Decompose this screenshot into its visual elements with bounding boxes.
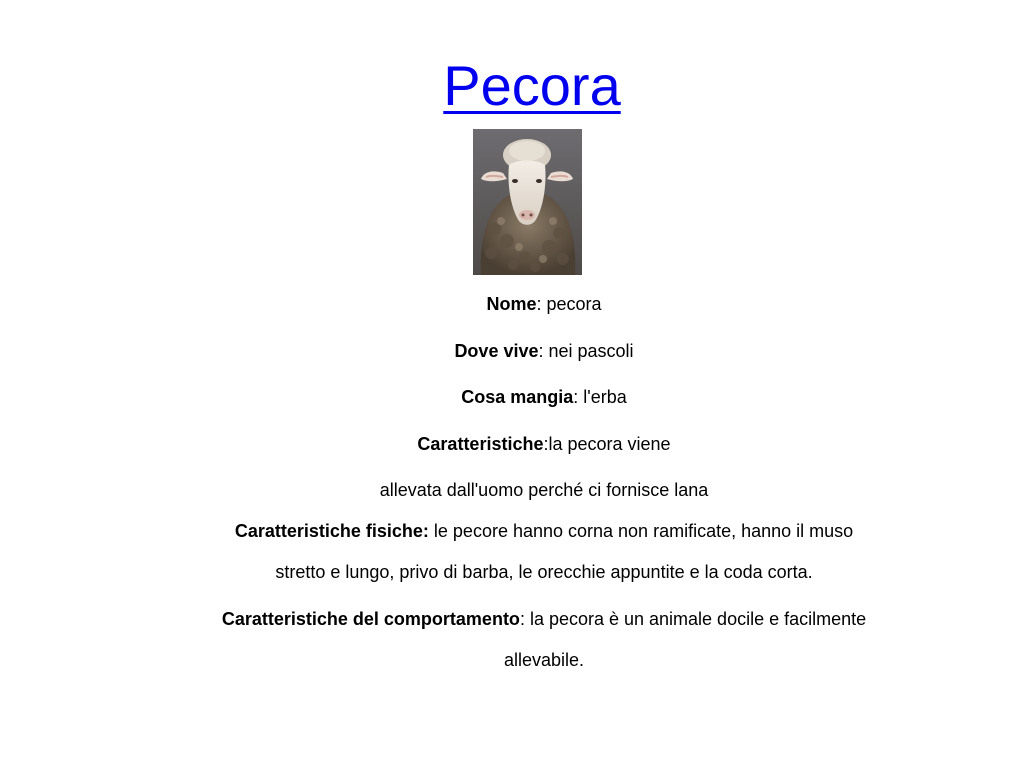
fact-nome	[160, 292, 928, 316]
fact-caratteristiche-label: Caratteristiche	[417, 433, 544, 454]
fact-comportamento	[160, 607, 928, 631]
fact-nome-label: Nome	[486, 294, 537, 314]
fact-fisiche-value-2: stretto e lungo, privo di barba, le orecchie appuntite e la coda corta.	[275, 562, 813, 582]
slide-title-link[interactable]: Pecora	[443, 54, 621, 117]
fact-cosa-mangia-label: Cosa mangia	[461, 387, 574, 407]
fact-comportamento-label: Caratteristiche del comportamento	[221, 608, 520, 629]
fact-dove-vive-label: Dove vive	[454, 340, 539, 361]
fact-fisiche-value: le pecore hanno corna non ramificate, hanno il muso	[428, 521, 854, 541]
fact-cosa-mangia	[160, 385, 928, 409]
fact-dove-vive-value: : nei pascoli	[538, 340, 634, 361]
fact-caratteristiche-value-2: allevata dall'uomo perché ci fornisce lana	[379, 480, 709, 500]
fact-fisiche-label: Caratteristiche fisiche:	[234, 521, 429, 541]
fact-nome-value: : pecora	[536, 294, 602, 314]
fact-caratteristiche-cont	[160, 478, 928, 502]
sheep-photo	[473, 129, 582, 275]
fact-comportamento-value: : la pecora è un animale docile e facilmente	[519, 608, 867, 629]
fact-comportamento-cont	[160, 648, 928, 672]
facts-block	[160, 292, 928, 694]
fact-comportamento-value-2: allevabile.	[503, 649, 585, 670]
fact-caratteristiche-value: :la pecora viene	[543, 433, 671, 454]
fact-dove-vive	[160, 339, 928, 363]
fact-cosa-mangia-value: : l'erba	[573, 387, 627, 407]
fact-fisiche-cont	[160, 560, 928, 584]
fact-fisiche	[160, 519, 928, 543]
fact-caratteristiche	[160, 432, 928, 456]
